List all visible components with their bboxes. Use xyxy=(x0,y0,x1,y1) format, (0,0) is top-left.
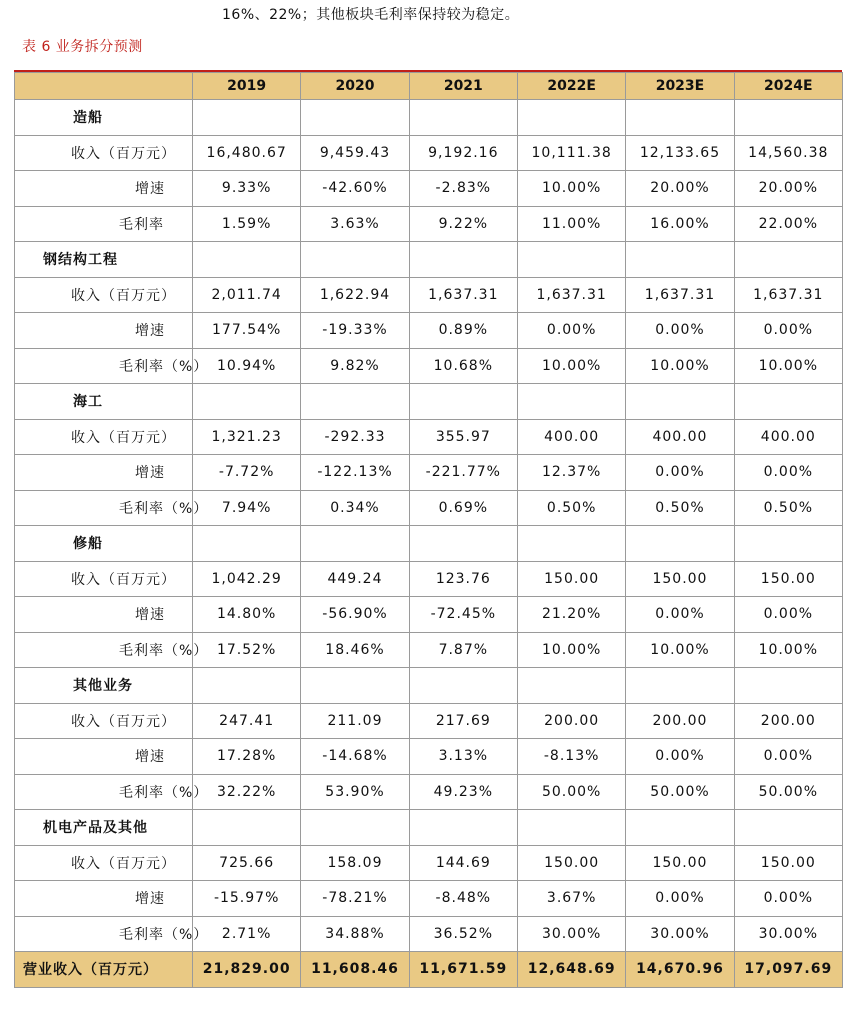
section-row xyxy=(15,526,843,562)
value-cell: 0.00% xyxy=(626,739,734,775)
value-cell: 400.00 xyxy=(734,419,842,455)
value-cell: 10.00% xyxy=(517,171,625,207)
empty-cell xyxy=(409,384,517,420)
value-cell: -42.60% xyxy=(301,171,409,207)
value-cell: 36.52% xyxy=(409,916,517,952)
value-cell: 50.00% xyxy=(517,774,625,810)
total-value-cell: 12,648.69 xyxy=(517,952,625,988)
empty-cell xyxy=(626,526,734,562)
value-cell: 9.22% xyxy=(409,206,517,242)
empty-cell xyxy=(517,810,625,846)
section-row xyxy=(15,242,843,278)
value-cell: 247.41 xyxy=(193,703,301,739)
value-cell: 10.94% xyxy=(193,348,301,384)
value-cell: 20.00% xyxy=(734,171,842,207)
value-cell: 449.24 xyxy=(301,561,409,597)
value-cell: 217.69 xyxy=(409,703,517,739)
value-cell: 0.89% xyxy=(409,313,517,349)
value-cell: 177.54% xyxy=(193,313,301,349)
value-cell: 1,042.29 xyxy=(193,561,301,597)
empty-cell xyxy=(734,810,842,846)
total-label: 营业收入（百万元） xyxy=(15,952,193,988)
section-label: 海工 xyxy=(15,384,193,420)
metric-row xyxy=(15,881,843,917)
metric-row xyxy=(15,490,843,526)
value-cell: -122.13% xyxy=(301,455,409,491)
value-cell: 1,321.23 xyxy=(193,419,301,455)
forecast-table xyxy=(14,72,843,988)
metric-row xyxy=(15,206,843,242)
metric-label: 增速 xyxy=(15,597,193,633)
intro-text: 16%、22%；其他板块毛利率保持较为稳定。 xyxy=(222,7,520,23)
value-cell: 2,011.74 xyxy=(193,277,301,313)
metric-label: 收入（百万元） xyxy=(15,419,193,455)
total-row xyxy=(15,952,843,988)
empty-cell xyxy=(409,810,517,846)
empty-cell xyxy=(626,668,734,704)
header-cell-year: 2022E xyxy=(517,73,625,100)
value-cell: 0.00% xyxy=(734,455,842,491)
metric-label: 收入（百万元） xyxy=(15,703,193,739)
empty-cell xyxy=(626,810,734,846)
value-cell: -78.21% xyxy=(301,881,409,917)
metric-row xyxy=(15,313,843,349)
empty-cell xyxy=(301,384,409,420)
value-cell: 0.50% xyxy=(626,490,734,526)
metric-row xyxy=(15,348,843,384)
value-cell: 11.00% xyxy=(517,206,625,242)
value-cell: 200.00 xyxy=(734,703,842,739)
value-cell: 7.94% xyxy=(193,490,301,526)
value-cell: 0.69% xyxy=(409,490,517,526)
value-cell: -15.97% xyxy=(193,881,301,917)
value-cell: 150.00 xyxy=(517,561,625,597)
metric-row xyxy=(15,703,843,739)
metric-label: 收入（百万元） xyxy=(15,561,193,597)
value-cell: 10,111.38 xyxy=(517,135,625,171)
value-cell: 150.00 xyxy=(626,845,734,881)
section-label: 其他业务 xyxy=(15,668,193,704)
value-cell: 200.00 xyxy=(517,703,625,739)
empty-cell xyxy=(734,384,842,420)
metric-label: 收入（百万元） xyxy=(15,135,193,171)
value-cell: 32.22% xyxy=(193,774,301,810)
value-cell: 10.68% xyxy=(409,348,517,384)
metric-label: 毛利率（%） xyxy=(15,774,193,810)
metric-label: 增速 xyxy=(15,455,193,491)
empty-cell xyxy=(301,810,409,846)
value-cell: 30.00% xyxy=(517,916,625,952)
total-value-cell: 17,097.69 xyxy=(734,952,842,988)
value-cell: 50.00% xyxy=(626,774,734,810)
value-cell: 50.00% xyxy=(734,774,842,810)
section-row xyxy=(15,810,843,846)
value-cell: 9.82% xyxy=(301,348,409,384)
metric-row xyxy=(15,739,843,775)
value-cell: 0.00% xyxy=(734,881,842,917)
value-cell: 0.00% xyxy=(734,739,842,775)
metric-label: 收入（百万元） xyxy=(15,277,193,313)
value-cell: 1,637.31 xyxy=(517,277,625,313)
metric-label: 增速 xyxy=(15,313,193,349)
value-cell: 0.00% xyxy=(626,455,734,491)
empty-cell xyxy=(409,526,517,562)
value-cell: -221.77% xyxy=(409,455,517,491)
value-cell: 10.00% xyxy=(517,348,625,384)
section-label: 修船 xyxy=(15,526,193,562)
value-cell: -72.45% xyxy=(409,597,517,633)
value-cell: 150.00 xyxy=(517,845,625,881)
value-cell: 725.66 xyxy=(193,845,301,881)
empty-cell xyxy=(517,526,625,562)
value-cell: 0.00% xyxy=(734,597,842,633)
value-cell: 34.88% xyxy=(301,916,409,952)
value-cell: 1,637.31 xyxy=(409,277,517,313)
metric-row xyxy=(15,916,843,952)
value-cell: 3.63% xyxy=(301,206,409,242)
value-cell: -14.68% xyxy=(301,739,409,775)
value-cell: 3.13% xyxy=(409,739,517,775)
metric-label: 收入（百万元） xyxy=(15,845,193,881)
metric-row xyxy=(15,597,843,633)
value-cell: -8.48% xyxy=(409,881,517,917)
value-cell: 0.00% xyxy=(626,597,734,633)
value-cell: 400.00 xyxy=(626,419,734,455)
value-cell: -2.83% xyxy=(409,171,517,207)
empty-cell xyxy=(734,100,842,136)
header-row xyxy=(15,73,843,100)
value-cell: 0.00% xyxy=(517,313,625,349)
empty-cell xyxy=(193,384,301,420)
section-row xyxy=(15,384,843,420)
value-cell: 0.00% xyxy=(734,313,842,349)
value-cell: 123.76 xyxy=(409,561,517,597)
value-cell: 14,560.38 xyxy=(734,135,842,171)
metric-label: 毛利率（%） xyxy=(15,632,193,668)
section-label: 造船 xyxy=(15,100,193,136)
value-cell: 150.00 xyxy=(626,561,734,597)
value-cell: 150.00 xyxy=(734,845,842,881)
value-cell: -8.13% xyxy=(517,739,625,775)
empty-cell xyxy=(193,810,301,846)
value-cell: 150.00 xyxy=(734,561,842,597)
value-cell: -7.72% xyxy=(193,455,301,491)
empty-cell xyxy=(409,100,517,136)
empty-cell xyxy=(193,242,301,278)
empty-cell xyxy=(301,242,409,278)
value-cell: 0.50% xyxy=(734,490,842,526)
empty-cell xyxy=(517,668,625,704)
value-cell: 10.00% xyxy=(734,348,842,384)
metric-label: 增速 xyxy=(15,739,193,775)
header-cell-year: 2021 xyxy=(409,73,517,100)
metric-label: 毛利率 xyxy=(15,206,193,242)
value-cell: 30.00% xyxy=(626,916,734,952)
metric-row xyxy=(15,277,843,313)
value-cell: 144.69 xyxy=(409,845,517,881)
value-cell: 17.28% xyxy=(193,739,301,775)
empty-cell xyxy=(734,242,842,278)
empty-cell xyxy=(409,242,517,278)
header-cell-year: 2023E xyxy=(626,73,734,100)
value-cell: 0.34% xyxy=(301,490,409,526)
empty-cell xyxy=(193,668,301,704)
value-cell: 200.00 xyxy=(626,703,734,739)
value-cell: 7.87% xyxy=(409,632,517,668)
value-cell: 0.00% xyxy=(626,881,734,917)
table-body xyxy=(15,100,843,988)
value-cell: 211.09 xyxy=(301,703,409,739)
total-value-cell: 14,670.96 xyxy=(626,952,734,988)
metric-label: 毛利率（%） xyxy=(15,490,193,526)
value-cell: 10.00% xyxy=(517,632,625,668)
value-cell: 3.67% xyxy=(517,881,625,917)
value-cell: 12.37% xyxy=(517,455,625,491)
value-cell: -19.33% xyxy=(301,313,409,349)
empty-cell xyxy=(517,384,625,420)
value-cell: 10.00% xyxy=(734,632,842,668)
empty-cell xyxy=(193,100,301,136)
value-cell: 16,480.67 xyxy=(193,135,301,171)
header-cell-year: 2024E xyxy=(734,73,842,100)
value-cell: 1,622.94 xyxy=(301,277,409,313)
value-cell: 49.23% xyxy=(409,774,517,810)
value-cell: 9,192.16 xyxy=(409,135,517,171)
value-cell: 9.33% xyxy=(193,171,301,207)
empty-cell xyxy=(517,100,625,136)
empty-cell xyxy=(734,526,842,562)
value-cell: 1.59% xyxy=(193,206,301,242)
empty-cell xyxy=(626,384,734,420)
metric-row xyxy=(15,561,843,597)
value-cell: -56.90% xyxy=(301,597,409,633)
value-cell: 21.20% xyxy=(517,597,625,633)
section-row xyxy=(15,100,843,136)
metric-row xyxy=(15,632,843,668)
section-label: 钢结构工程 xyxy=(15,242,193,278)
header-cell-year: 2019 xyxy=(193,73,301,100)
metric-label: 毛利率（%） xyxy=(15,916,193,952)
value-cell: 158.09 xyxy=(301,845,409,881)
value-cell: 0.00% xyxy=(626,313,734,349)
value-cell: 9,459.43 xyxy=(301,135,409,171)
section-label: 机电产品及其他 xyxy=(15,810,193,846)
metric-row xyxy=(15,455,843,491)
table-caption: 表 6 业务拆分预测 xyxy=(22,39,143,55)
empty-cell xyxy=(301,100,409,136)
value-cell: 18.46% xyxy=(301,632,409,668)
value-cell: 1,637.31 xyxy=(626,277,734,313)
metric-row xyxy=(15,419,843,455)
value-cell: 30.00% xyxy=(734,916,842,952)
metric-row xyxy=(15,774,843,810)
total-value-cell: 11,671.59 xyxy=(409,952,517,988)
empty-cell xyxy=(517,242,625,278)
value-cell: 355.97 xyxy=(409,419,517,455)
empty-cell xyxy=(193,526,301,562)
value-cell: -292.33 xyxy=(301,419,409,455)
value-cell: 10.00% xyxy=(626,348,734,384)
metric-row xyxy=(15,171,843,207)
metric-row xyxy=(15,845,843,881)
metric-label: 毛利率（%） xyxy=(15,348,193,384)
total-value-cell: 21,829.00 xyxy=(193,952,301,988)
metric-row xyxy=(15,135,843,171)
value-cell: 10.00% xyxy=(626,632,734,668)
empty-cell xyxy=(626,242,734,278)
value-cell: 14.80% xyxy=(193,597,301,633)
metric-label: 增速 xyxy=(15,171,193,207)
empty-cell xyxy=(626,100,734,136)
section-row xyxy=(15,668,843,704)
empty-cell xyxy=(409,668,517,704)
value-cell: 16.00% xyxy=(626,206,734,242)
value-cell: 2.71% xyxy=(193,916,301,952)
header-cell-year: 2020 xyxy=(301,73,409,100)
empty-cell xyxy=(301,526,409,562)
value-cell: 20.00% xyxy=(626,171,734,207)
empty-cell xyxy=(301,668,409,704)
value-cell: 0.50% xyxy=(517,490,625,526)
value-cell: 1,637.31 xyxy=(734,277,842,313)
header-cell-label xyxy=(15,73,193,100)
value-cell: 17.52% xyxy=(193,632,301,668)
empty-cell xyxy=(734,668,842,704)
value-cell: 53.90% xyxy=(301,774,409,810)
value-cell: 400.00 xyxy=(517,419,625,455)
metric-label: 增速 xyxy=(15,881,193,917)
value-cell: 12,133.65 xyxy=(626,135,734,171)
total-value-cell: 11,608.46 xyxy=(301,952,409,988)
value-cell: 22.00% xyxy=(734,206,842,242)
